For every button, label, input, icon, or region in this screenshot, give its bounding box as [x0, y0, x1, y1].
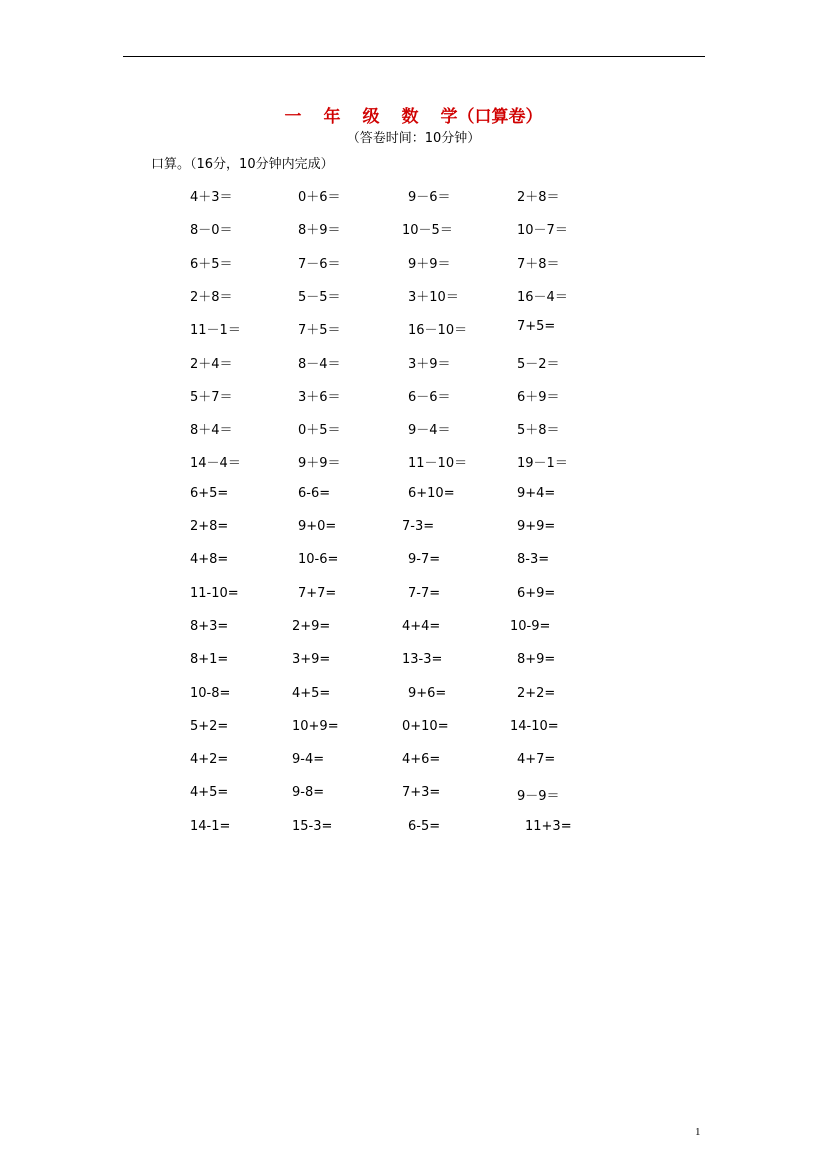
arithmetic-problem: 13-3= — [402, 652, 443, 667]
arithmetic-problem: 6+5= — [190, 486, 229, 501]
page-subtitle: （答卷时间：10分钟） — [346, 131, 481, 146]
title-segment: 年 — [323, 107, 341, 127]
arithmetic-problem: 4＋3＝ — [190, 190, 233, 205]
arithmetic-problem: 2＋8＝ — [517, 190, 560, 205]
arithmetic-problem: 11-10= — [190, 586, 239, 601]
arithmetic-problem: 10-8= — [190, 686, 231, 701]
arithmetic-problem: 14－4＝ — [190, 456, 241, 471]
arithmetic-problem: 6＋5＝ — [190, 257, 233, 272]
arithmetic-problem: 2+9= — [292, 619, 331, 634]
arithmetic-problem: 7+7= — [298, 586, 337, 601]
arithmetic-problem: 2＋8＝ — [190, 290, 233, 305]
arithmetic-problem: 9+9= — [517, 519, 556, 534]
arithmetic-problem: 11－1＝ — [190, 323, 241, 338]
arithmetic-problem: 11+3= — [525, 819, 572, 834]
arithmetic-problem: 9－6＝ — [408, 190, 451, 205]
arithmetic-problem: 9-8= — [292, 785, 325, 800]
arithmetic-problem: 4+8= — [190, 552, 229, 567]
arithmetic-problem: 8+9= — [517, 652, 556, 667]
arithmetic-problem: 5－5＝ — [298, 290, 341, 305]
arithmetic-problem: 9+4= — [517, 486, 556, 501]
arithmetic-problem: 7＋8＝ — [517, 257, 560, 272]
arithmetic-problem: 4+4= — [402, 619, 441, 634]
arithmetic-problem: 10-6= — [298, 552, 339, 567]
title-segment: 学（口算卷） — [440, 107, 543, 127]
arithmetic-problem: 4+5= — [190, 785, 229, 800]
arithmetic-problem: 6＋9＝ — [517, 390, 560, 405]
arithmetic-problem: 8－0＝ — [190, 223, 233, 238]
arithmetic-problem: 9-7= — [408, 552, 441, 567]
arithmetic-problem: 16－10＝ — [408, 323, 468, 338]
arithmetic-problem: 0＋5＝ — [298, 423, 341, 438]
arithmetic-problem: 5+2= — [190, 719, 229, 734]
arithmetic-problem: 6+10= — [408, 486, 455, 501]
arithmetic-problem: 8＋4＝ — [190, 423, 233, 438]
arithmetic-problem: 9＋9＝ — [298, 456, 341, 471]
header-rule — [123, 56, 705, 57]
arithmetic-problem: 8+3= — [190, 619, 229, 634]
arithmetic-problem: 6－6＝ — [408, 390, 451, 405]
arithmetic-problem: 6-6= — [298, 486, 331, 501]
arithmetic-problem: 3+9= — [292, 652, 331, 667]
arithmetic-problem: 6+9= — [517, 586, 556, 601]
arithmetic-problem: 7＋5＝ — [298, 323, 341, 338]
arithmetic-problem: 0+10= — [402, 719, 449, 734]
arithmetic-problem: 9+6= — [408, 686, 447, 701]
arithmetic-problem: 14-10= — [510, 719, 559, 734]
arithmetic-problem: 15-3= — [292, 819, 333, 834]
arithmetic-problem: 7-3= — [402, 519, 435, 534]
arithmetic-problem: 2+8= — [190, 519, 229, 534]
arithmetic-problem: 9-4= — [292, 752, 325, 767]
arithmetic-problem: 8+1= — [190, 652, 229, 667]
arithmetic-problem: 4+5= — [292, 686, 331, 701]
page-title — [0, 102, 827, 127]
arithmetic-problem: 10－7＝ — [517, 223, 568, 238]
arithmetic-problem: 8-3= — [517, 552, 550, 567]
arithmetic-problem: 4+6= — [402, 752, 441, 767]
arithmetic-problem: 9＋9＝ — [408, 257, 451, 272]
arithmetic-problem: 10-9= — [510, 619, 551, 634]
arithmetic-problem: 11－10＝ — [408, 456, 468, 471]
arithmetic-problem: 9－4＝ — [408, 423, 451, 438]
page-number: 1 — [695, 1126, 701, 1138]
arithmetic-problem: 2+2= — [517, 686, 556, 701]
arithmetic-problem: 19－1＝ — [517, 456, 568, 471]
title-segment: 一 — [284, 107, 302, 127]
arithmetic-problem: 3＋9＝ — [408, 357, 451, 372]
arithmetic-problem: 10－5＝ — [402, 223, 453, 238]
arithmetic-problem: 9+0= — [298, 519, 337, 534]
arithmetic-problem: 6-5= — [408, 819, 441, 834]
arithmetic-problem: 7+5= — [517, 319, 556, 334]
arithmetic-problem: 14-1= — [190, 819, 231, 834]
arithmetic-problem: 8＋9＝ — [298, 223, 341, 238]
arithmetic-problem: 0＋6＝ — [298, 190, 341, 205]
arithmetic-problem: 7-7= — [408, 586, 441, 601]
arithmetic-problem: 5＋8＝ — [517, 423, 560, 438]
arithmetic-problem: 2＋4＝ — [190, 357, 233, 372]
arithmetic-problem: 3＋10＝ — [408, 290, 459, 305]
arithmetic-problem: 16－4＝ — [517, 290, 568, 305]
arithmetic-problem: 4+2= — [190, 752, 229, 767]
arithmetic-problem: 4+7= — [517, 752, 556, 767]
title-segment: 级 — [362, 107, 380, 127]
arithmetic-problem: 5＋7＝ — [190, 390, 233, 405]
arithmetic-problem: 7+3= — [402, 785, 441, 800]
arithmetic-problem: 3＋6＝ — [298, 390, 341, 405]
section-instruction: 口算。（16分，10分钟内完成） — [151, 157, 334, 172]
arithmetic-problem: 8－4＝ — [298, 357, 341, 372]
title-segment: 数 — [401, 107, 419, 127]
arithmetic-problem: 7－6＝ — [298, 257, 341, 272]
arithmetic-problem: 10+9= — [292, 719, 339, 734]
arithmetic-problem: 5－2＝ — [517, 357, 560, 372]
arithmetic-problem: 9－9＝ — [517, 789, 560, 804]
